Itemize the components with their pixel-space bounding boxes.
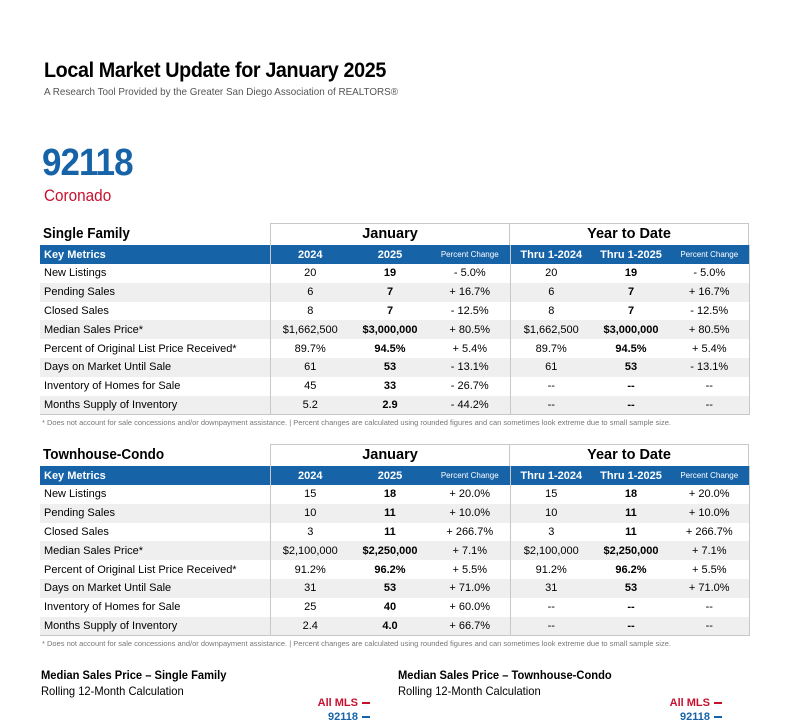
value-2024: 89.7% — [270, 339, 350, 358]
col-thru-2024: Thru 1-2024 — [510, 466, 592, 485]
ytd-percent-change: -- — [670, 396, 749, 415]
col-percent-change: Percent Change — [430, 245, 510, 264]
percent-change: + 20.0% — [449, 488, 491, 501]
metric-label: Pending Sales — [40, 283, 270, 302]
col-thru-2025: Thru 1-2025 — [592, 466, 670, 485]
value-2025: 40 — [383, 601, 397, 614]
value-thru-2024: -- — [510, 617, 592, 636]
metric-label: Days on Market Until Sale — [40, 358, 270, 377]
value-thru-2024: 6 — [510, 283, 592, 302]
ytd-percent-change: + 80.5% — [670, 320, 749, 339]
value-thru-2025: 7 — [592, 283, 670, 302]
value-thru-2024: 3 — [510, 523, 592, 542]
legend-label: 92118 — [328, 711, 358, 720]
value-thru-2025: 11 — [625, 525, 637, 538]
value-2024: 61 — [270, 358, 350, 377]
percent-change: - 5.0% — [453, 267, 486, 280]
value-thru-2025: 19 — [624, 267, 638, 280]
table-row — [40, 377, 749, 396]
page-title: Local Market Update for January 2025 — [44, 59, 386, 82]
value-thru-2024: 15 — [510, 485, 592, 504]
col-thru-2025: Thru 1-2025 — [592, 245, 670, 264]
section-label: Single Family — [43, 226, 130, 242]
ytd-group-label: Year to Date — [510, 223, 749, 245]
value-2025: 7 — [386, 304, 394, 317]
value-2025: 96.2% — [374, 563, 406, 576]
table-row — [40, 617, 749, 636]
ytd-percent-change: + 10.0% — [670, 504, 749, 523]
value-thru-2024: 91.2% — [510, 560, 592, 579]
percent-change: + 66.7% — [430, 617, 510, 636]
table-header-row — [40, 466, 749, 485]
col-2025: 2025 — [350, 466, 430, 485]
table-row — [40, 339, 749, 358]
ytd-percent-change: - 12.5% — [670, 302, 749, 321]
col-thru-2024: Thru 1-2024 — [510, 245, 592, 264]
table-row — [40, 560, 749, 579]
metric-label: New Listings — [44, 488, 107, 501]
percent-change: - 13.1% — [430, 358, 510, 377]
value-thru-2025: 53 — [592, 358, 670, 377]
value-2024: 15 — [270, 485, 350, 504]
ytd-percent-change: -- — [670, 377, 749, 396]
metric-label: Percent of Original List Price Received* — [44, 342, 237, 355]
chart-subtitle-single-family: Rolling 12-Month Calculation — [41, 684, 184, 698]
value-2024: $2,100,000 — [270, 541, 350, 560]
ytd-percent-change: -- — [670, 598, 749, 617]
ytd-percent-change: + 7.1% — [670, 541, 749, 560]
value-2025: 94.5% — [374, 342, 406, 355]
townhouse-condo-section — [40, 444, 749, 648]
value-thru-2024: $2,100,000 — [510, 541, 592, 560]
page-subtitle: A Research Tool Provided by the Greater San Diego Association of REALTORS® — [44, 86, 399, 98]
value-thru-2025: 11 — [592, 504, 670, 523]
percent-change: + 266.7% — [446, 525, 494, 538]
ytd-percent-change: - 13.1% — [670, 358, 749, 377]
value-thru-2025: $3,000,000 — [592, 320, 670, 339]
legend-item-all-mls — [632, 697, 722, 709]
footnote: * Does not account for sale concessions and/or downpayment assistance. | Percent changes are calculated using rounded figures and can sometimes look extreme due to small sample size. — [42, 417, 671, 427]
value-2024: 91.2% — [270, 560, 350, 579]
metric-label: Days on Market Until Sale — [40, 579, 270, 598]
value-2024: 45 — [270, 377, 350, 396]
ytd-percent-change: + 5.4% — [670, 339, 749, 358]
footnote: * Does not account for sale concessions and/or downpayment assistance. | Percent changes are calculated using rounded figures and can sometimes look extreme due to small sample size. — [42, 638, 671, 648]
col-key-metrics: Key Metrics — [40, 245, 270, 264]
legend-label: 92118 — [680, 711, 710, 720]
value-thru-2024: 10 — [510, 504, 592, 523]
metric-label: Months Supply of Inventory — [40, 396, 270, 415]
percent-change: + 5.5% — [452, 563, 488, 576]
table-row — [40, 541, 749, 560]
chart-legend-single-family — [280, 697, 370, 720]
value-2025: 2.9 — [350, 396, 430, 415]
value-2025: 7 — [350, 283, 430, 302]
col-ytd-percent-change: Percent Change — [670, 245, 749, 264]
value-thru-2024: -- — [510, 377, 592, 396]
table-row — [40, 485, 749, 504]
value-thru-2025: $2,250,000 — [592, 541, 670, 560]
value-2024: 8 — [270, 302, 350, 321]
single-family-rows — [40, 264, 749, 414]
value-2025: 18 — [383, 488, 397, 501]
value-2024: 3 — [270, 523, 350, 542]
value-thru-2025: -- — [627, 380, 635, 393]
value-thru-2025: -- — [592, 396, 670, 415]
legend-label: All MLS — [669, 697, 710, 709]
zip-code: 92118 — [42, 142, 133, 184]
legend-label: All MLS — [317, 697, 358, 709]
legend-swatch — [714, 702, 722, 704]
ytd-percent-change: - 5.0% — [670, 264, 749, 283]
value-thru-2025: 18 — [624, 488, 638, 501]
chart-title-single-family: Median Sales Price – Single Family — [41, 668, 227, 682]
col-2024: 2024 — [270, 466, 350, 485]
table-row — [40, 579, 749, 598]
value-2024: 2.4 — [270, 617, 350, 636]
value-2024: 31 — [270, 579, 350, 598]
value-2025: 4.0 — [350, 617, 430, 636]
percent-change: + 16.7% — [430, 283, 510, 302]
ytd-percent-change: -- — [670, 617, 749, 636]
col-key-metrics: Key Metrics — [40, 466, 270, 485]
value-thru-2025: -- — [592, 617, 670, 636]
legend-swatch — [714, 716, 722, 718]
value-thru-2024: 89.7% — [510, 339, 592, 358]
percent-change: + 7.1% — [430, 541, 510, 560]
table-row — [40, 598, 749, 617]
value-2024: 20 — [270, 264, 350, 283]
value-2024: 25 — [270, 598, 350, 617]
metric-label: Months Supply of Inventory — [40, 617, 270, 636]
group-header — [40, 444, 749, 466]
value-thru-2024: -- — [510, 598, 592, 617]
chart-subtitle-townhouse-condo: Rolling 12-Month Calculation — [398, 684, 541, 698]
value-2025: 33 — [383, 380, 397, 393]
table-row — [40, 396, 749, 415]
value-thru-2024: 20 — [510, 264, 592, 283]
ytd-percent-change: + 20.0% — [670, 485, 749, 504]
metric-label: Inventory of Homes for Sale — [44, 380, 181, 393]
percent-change: - 44.2% — [430, 396, 510, 415]
january-group-label: January — [270, 223, 510, 245]
area-name: Coronado — [44, 186, 112, 205]
metric-label: Median Sales Price* — [40, 320, 270, 339]
value-thru-2024: $1,662,500 — [510, 320, 592, 339]
value-thru-2024: -- — [510, 396, 592, 415]
townhouse-condo-rows — [40, 485, 749, 635]
col-percent-change: Percent Change — [430, 466, 510, 485]
table-row — [40, 283, 749, 302]
january-group-label: January — [270, 444, 510, 466]
value-2025: 53 — [350, 579, 430, 598]
value-thru-2024: 8 — [510, 302, 592, 321]
value-2025: 11 — [384, 525, 396, 538]
value-2025: $2,250,000 — [350, 541, 430, 560]
value-2025: 53 — [350, 358, 430, 377]
table-header-row — [40, 245, 749, 264]
group-header — [40, 223, 749, 245]
percent-change: + 10.0% — [430, 504, 510, 523]
value-2024: 6 — [270, 283, 350, 302]
single-family-table — [40, 245, 750, 415]
section-label: Townhouse-Condo — [43, 447, 165, 463]
legend-swatch — [362, 716, 370, 718]
value-thru-2025: 96.2% — [615, 563, 647, 576]
table-row — [40, 320, 749, 339]
value-2025: $3,000,000 — [350, 320, 430, 339]
col-2024: 2024 — [270, 245, 350, 264]
ytd-percent-change: + 16.7% — [670, 283, 749, 302]
value-2024: $1,662,500 — [270, 320, 350, 339]
table-row — [40, 302, 749, 321]
value-thru-2025: 7 — [627, 304, 635, 317]
value-thru-2024: 31 — [510, 579, 592, 598]
value-2024: 5.2 — [270, 396, 350, 415]
single-family-section — [40, 223, 749, 427]
value-thru-2025: 53 — [592, 579, 670, 598]
metric-label: Inventory of Homes for Sale — [44, 601, 181, 614]
table-row — [40, 504, 749, 523]
value-thru-2024: 61 — [510, 358, 592, 377]
table-row — [40, 264, 749, 283]
metric-label: Percent of Original List Price Received* — [44, 563, 237, 576]
chart-legend-townhouse-condo — [632, 697, 722, 720]
col-ytd-percent-change: Percent Change — [670, 466, 749, 485]
legend-item-zip — [632, 711, 722, 720]
ytd-group-label: Year to Date — [510, 444, 749, 466]
value-2025: 11 — [350, 504, 430, 523]
ytd-percent-change: + 5.5% — [670, 560, 749, 579]
legend-item-zip — [280, 711, 370, 720]
percent-change: + 71.0% — [430, 579, 510, 598]
metric-label: Closed Sales — [44, 304, 109, 317]
value-2024: 10 — [270, 504, 350, 523]
legend-swatch — [362, 702, 370, 704]
metric-label: Pending Sales — [40, 504, 270, 523]
percent-change: + 80.5% — [430, 320, 510, 339]
percent-change: + 60.0% — [449, 601, 491, 614]
value-thru-2025: 94.5% — [615, 342, 647, 355]
col-2025: 2025 — [350, 245, 430, 264]
percent-change: - 12.5% — [450, 304, 489, 317]
metric-label: Median Sales Price* — [40, 541, 270, 560]
value-2025: 19 — [383, 267, 397, 280]
chart-title-townhouse-condo: Median Sales Price – Townhouse-Condo — [398, 668, 612, 682]
value-thru-2025: -- — [627, 601, 635, 614]
table-row — [40, 358, 749, 377]
percent-change: - 26.7% — [450, 380, 489, 393]
legend-item-all-mls — [280, 697, 370, 709]
metric-label: Closed Sales — [44, 525, 109, 538]
table-row — [40, 523, 749, 542]
townhouse-condo-table — [40, 466, 750, 636]
metric-label: New Listings — [44, 267, 107, 280]
ytd-percent-change: + 266.7% — [670, 523, 749, 542]
percent-change: + 5.4% — [452, 342, 488, 355]
ytd-percent-change: + 71.0% — [670, 579, 749, 598]
